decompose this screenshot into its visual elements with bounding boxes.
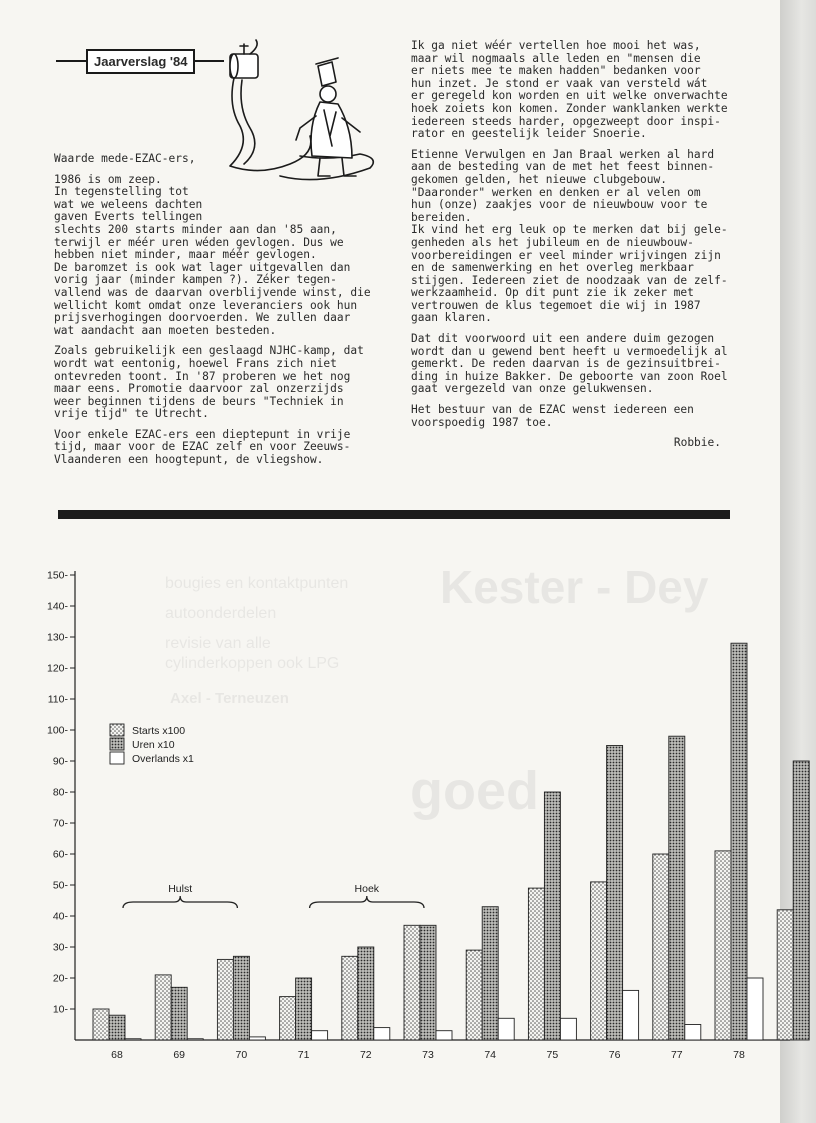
y-tick-label: 150- bbox=[46, 569, 68, 582]
bar-uren bbox=[233, 956, 249, 1040]
bar-uren bbox=[109, 1015, 125, 1040]
y-tick-label: 80- bbox=[52, 786, 68, 799]
bar-overlands bbox=[249, 1037, 265, 1040]
paragraph: Zoals gebruikelijk een geslaagd NJHC-kamp, dat wordt wat eentonig, hoewel Frans zich niet ontevreden toont. In '87 proberen we het nog maar eens. Promotie daarvoor zal onzerzijds weer beginnen tijdens de beurs "Techniek in vrije tijd" te Utrecht. bbox=[54, 344, 364, 421]
x-tick-label: 74 bbox=[484, 1049, 497, 1061]
x-tick-label: 71 bbox=[297, 1049, 310, 1061]
x-tick-label: 77 bbox=[670, 1049, 683, 1061]
article-column-right bbox=[411, 40, 741, 458]
x-tick-label: 70 bbox=[235, 1049, 248, 1061]
bar-uren bbox=[420, 925, 436, 1040]
bar-chart bbox=[0, 560, 816, 1080]
bar-starts bbox=[93, 1009, 109, 1040]
paragraph: 1986 is om zeep. In tegenstelling tot wat we weleens dachten gaven Everts tellingen slechts 200 starts minder aan dan '85 aan, terwijl er méér uren wéden gevlogen. Dus we hebben niet minder, maar méér gevlogen. De baromzet is ook wat lager uitgevallen dan vorig jaar (minder kampen ?). Zéker tegen- vallend was de daarvan overblijvende winst, die wellicht komt omdat onze leveranciers ook hun prijsverhogingen doorvoerden. We zullen daar wat aandacht aan moeten besteden. bbox=[54, 172, 371, 337]
y-tick-label: 10- bbox=[52, 1003, 68, 1016]
section-divider bbox=[58, 510, 730, 519]
legend-label: Overlands x1 bbox=[132, 753, 194, 765]
y-tick-label: 110- bbox=[47, 693, 68, 706]
section-badge: Jaarverslag '84 bbox=[86, 49, 195, 74]
x-tick-label: 73 bbox=[422, 1049, 434, 1061]
ghost-line: Axel - Terneuzen bbox=[170, 690, 289, 707]
paragraph: Etienne Verwulgen en Jan Braal werken al hard aan de besteding van de met het feest binnen- gekomen gelden, het nieuwe clubgebouw. "Daaronder" werken en denken er al velen om hun (onze) zaakjes voor de nieuwbouw voor te bereiden. Ik vind het erg leuk op te merken dat bij gele- genheden als het jubileum en de nieuwbouw- voorbereidingen er veel minder wrijvingen zijn en de samenwerking en het overleg merkbaar stijgen. Iedereen ziet de noodzaak van de zelf- werkzaamheid. Op dit punt zie ik zeker met vertrouwen de klus tegemoet die wij in 1987 gaan klaren. bbox=[411, 147, 728, 325]
ghost-line: revisie van alle bbox=[165, 635, 271, 652]
annotation-label: Hulst bbox=[168, 883, 193, 895]
x-tick-label: 69 bbox=[173, 1049, 186, 1061]
bar-overlands bbox=[187, 1039, 203, 1040]
y-tick-label: 50- bbox=[52, 879, 68, 892]
paragraph: Ik ga niet wéér vertellen hoe mooi het was, maar wil nogmaals alle leden en "mensen die er niets mee te maken hadden" bedanken voor hun inzet. Je stond er vaak van versteld wát er geregeld kon worden en uit welke onverwachte hoek zoiets kon komen. Zonder wanklanken werkte iedereen steeds harder, opgezweept door inspi- rator en geestelijk leider Snoerie. bbox=[411, 39, 728, 141]
bar-overlands bbox=[747, 978, 763, 1040]
legend-label: Starts x100 bbox=[132, 725, 186, 737]
x-tick-label: 75 bbox=[546, 1049, 559, 1061]
bar-uren bbox=[544, 792, 560, 1040]
y-tick-label: 70- bbox=[52, 817, 68, 830]
y-tick-label: 100- bbox=[46, 724, 68, 737]
ghost-line: goed bbox=[410, 761, 539, 821]
bar-overlands bbox=[623, 990, 639, 1040]
bar-overlands bbox=[498, 1018, 514, 1040]
bar-overlands bbox=[125, 1039, 141, 1040]
article-column-left bbox=[54, 153, 384, 475]
annotation-label: Hoek bbox=[354, 883, 380, 895]
bar-uren bbox=[731, 643, 747, 1040]
bar-starts bbox=[466, 950, 482, 1040]
x-tick-label: 68 bbox=[111, 1049, 123, 1061]
bar-uren bbox=[482, 907, 498, 1040]
bar-starts bbox=[715, 851, 731, 1040]
bar-starts bbox=[777, 910, 793, 1040]
bar-starts bbox=[342, 956, 358, 1040]
bar-uren bbox=[171, 987, 187, 1040]
y-tick-label: 120- bbox=[46, 662, 68, 675]
bar-overlands bbox=[560, 1018, 576, 1040]
bar-overlands bbox=[436, 1031, 452, 1040]
bar-overlands bbox=[374, 1028, 390, 1040]
x-tick-label: 78 bbox=[733, 1049, 745, 1061]
paragraph: Het bestuur van de EZAC wenst iedereen een voorspoedig 1987 toe. bbox=[411, 403, 694, 429]
x-tick-label: 72 bbox=[359, 1049, 372, 1061]
bar-uren bbox=[669, 736, 685, 1040]
bar-starts bbox=[591, 882, 607, 1040]
bar-uren bbox=[793, 761, 809, 1040]
annotation-brace bbox=[123, 896, 237, 908]
y-tick-label: 130- bbox=[46, 631, 68, 644]
y-tick-label: 90- bbox=[52, 755, 68, 768]
bar-overlands bbox=[685, 1025, 701, 1041]
legend-label: Uren x10 bbox=[132, 739, 175, 751]
legend-swatch bbox=[110, 738, 124, 750]
bar-starts bbox=[280, 997, 296, 1040]
bar-starts bbox=[404, 925, 420, 1040]
ghost-line: cylinderkoppen ook LPG bbox=[165, 655, 340, 672]
y-tick-label: 140- bbox=[46, 600, 68, 613]
legend-swatch bbox=[110, 752, 124, 764]
ghost-line: autoonderdelen bbox=[165, 605, 277, 622]
bar-starts bbox=[155, 975, 171, 1040]
y-tick-label: 30- bbox=[52, 941, 68, 954]
annotation-brace bbox=[310, 896, 424, 908]
bar-overlands bbox=[312, 1031, 328, 1040]
salutation: Waarde mede-EZAC-ers, bbox=[54, 152, 196, 165]
bar-starts bbox=[217, 959, 233, 1040]
legend-swatch bbox=[110, 724, 124, 736]
y-tick-label: 60- bbox=[52, 848, 68, 861]
paragraph: Voor enkele EZAC-ers een dieptepunt in vrije tijd, maar voor de EZAC zelf en voor Zeeuws- Vlaanderen een hoogtepunt, de vliegshow. bbox=[54, 427, 351, 467]
signature: Robbie. bbox=[673, 436, 721, 450]
ghost-line: bougies en kontaktpunten bbox=[165, 575, 349, 592]
paragraph: Dat dit voorwoord uit een andere duim gezogen wordt dan u gewend bent heeft u vermoedelijk al gemerkt. De reden daarvan is de gezinsuitbrei- ding in huize Bakker. De geboorte van zoon Roel gaat vergezeld van onze gelukwensen. bbox=[411, 332, 728, 396]
bar-uren bbox=[607, 746, 623, 1041]
bar-uren bbox=[296, 978, 312, 1040]
bar-starts bbox=[653, 854, 669, 1040]
bar-starts bbox=[528, 888, 544, 1040]
ghost-line: Kester - Dey bbox=[440, 561, 709, 613]
y-tick-label: 20- bbox=[52, 972, 68, 985]
y-tick-label: 40- bbox=[52, 910, 68, 923]
x-tick-label: 76 bbox=[608, 1049, 621, 1061]
bar-uren bbox=[358, 947, 374, 1040]
